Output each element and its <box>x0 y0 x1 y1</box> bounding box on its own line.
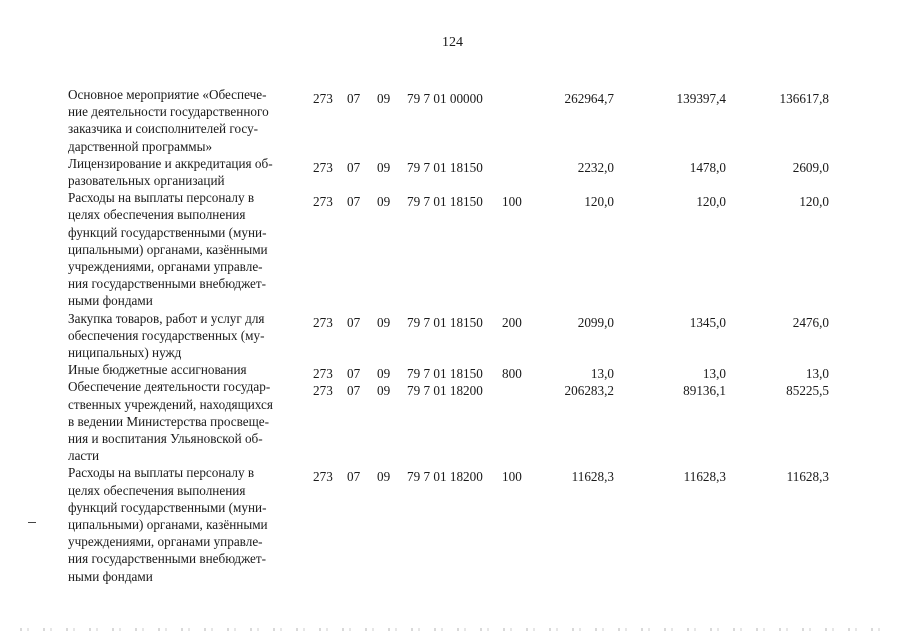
description-line: ципальными) органами, казёнными <box>68 241 268 257</box>
amount-year-1: 11628,3 <box>571 469 614 485</box>
ministry-code: 273 <box>313 383 333 399</box>
description-line: в ведении Министерства просвеще- <box>68 413 269 429</box>
table-row <box>0 86 905 155</box>
subsection-code: 09 <box>377 194 391 210</box>
description-line: ственных учреждений, находящихся <box>68 396 273 412</box>
expense-type-code: 200 <box>502 314 522 330</box>
description-line: ласти <box>68 448 100 464</box>
target-article-code: 79 7 01 18150 <box>407 366 483 382</box>
amount-year-2: 11628,3 <box>683 469 726 485</box>
amount-year-2: 13,0 <box>702 366 726 382</box>
description-line: Основное мероприятие «Обеспече- <box>68 87 267 102</box>
amount-year-1: 2232,0 <box>577 159 614 175</box>
subsection-code: 09 <box>377 383 391 399</box>
description-line: разовательных организаций <box>68 173 225 189</box>
table-row <box>0 464 905 584</box>
amount-year-3: 2476,0 <box>792 314 829 330</box>
description-line: ние деятельности государственного <box>68 104 269 120</box>
description-line: функций государственными (муни- <box>68 499 267 515</box>
amount-year-3: 11628,3 <box>786 469 829 485</box>
description-line: обеспечения государственных (му- <box>68 327 265 343</box>
table-row <box>0 155 905 189</box>
description-line: целях обеспечения выполнения <box>68 207 246 223</box>
description-line: учреждениями, органами управле- <box>68 534 263 550</box>
row-description <box>68 155 302 189</box>
subsection-code: 09 <box>377 366 391 382</box>
description-line: Обеспечение деятельности государ- <box>68 379 271 395</box>
ministry-code: 273 <box>313 314 333 330</box>
amount-year-3: 13,0 <box>805 366 829 382</box>
row-description <box>68 189 302 309</box>
target-article-code: 79 7 01 18200 <box>407 469 483 485</box>
section-code: 07 <box>347 194 361 210</box>
section-code: 07 <box>347 91 361 106</box>
subsection-code: 09 <box>377 159 391 175</box>
table-row <box>0 189 905 309</box>
amount-year-2: 89136,1 <box>683 383 726 399</box>
ministry-code: 273 <box>313 91 333 106</box>
description-line: учреждениями, органами управле- <box>68 259 263 275</box>
description-line: ния государственными внебюджет- <box>68 276 267 292</box>
table-row <box>0 361 905 382</box>
amount-year-1: 120,0 <box>584 194 614 210</box>
ministry-code: 273 <box>313 366 333 382</box>
target-article-code: 79 7 01 00000 <box>407 91 483 106</box>
description-line: Иные бюджетные ассигнования <box>68 362 247 378</box>
section-code: 07 <box>347 366 361 382</box>
amount-year-2: 1345,0 <box>689 314 726 330</box>
amount-year-2: 1478,0 <box>689 159 726 175</box>
section-code: 07 <box>347 469 361 485</box>
row-description <box>68 464 302 584</box>
ministry-code: 273 <box>313 469 333 485</box>
target-article-code: 79 7 01 18150 <box>407 314 483 330</box>
amount-year-1: 262964,7 <box>564 91 614 106</box>
description-line: Закупка товаров, работ и услуг для <box>68 310 265 326</box>
section-code: 07 <box>347 314 361 330</box>
description-line: дарственной программы» <box>68 138 213 154</box>
description-line: ния и воспитания Ульяновской об- <box>68 431 263 447</box>
scan-mark <box>28 522 36 523</box>
budget-table <box>0 86 905 585</box>
row-description <box>68 310 302 362</box>
subsection-code: 09 <box>377 91 391 106</box>
description-line: ными фондами <box>68 568 153 584</box>
page-number: 124 <box>442 35 463 50</box>
amount-year-2: 139397,4 <box>676 91 726 106</box>
subsection-code: 09 <box>377 469 391 485</box>
amount-year-1: 2099,0 <box>577 314 614 330</box>
ministry-code: 273 <box>313 159 333 175</box>
table-row <box>0 310 905 362</box>
description-line: целях обеспечения выполнения <box>68 482 246 498</box>
scan-edge-noise <box>20 628 885 631</box>
row-description <box>68 86 302 155</box>
row-description <box>68 361 302 378</box>
description-line: Лицензирование и аккредитация об- <box>68 155 273 171</box>
expense-type-code: 800 <box>502 366 522 382</box>
amount-year-3: 120,0 <box>799 194 829 210</box>
description-line: Расходы на выплаты персоналу в <box>68 465 255 481</box>
amount-year-1: 13,0 <box>590 366 614 382</box>
table-row <box>0 378 905 464</box>
expense-type-code: 100 <box>502 194 522 210</box>
expense-type-code: 100 <box>502 469 522 485</box>
row-description <box>68 378 302 464</box>
section-code: 07 <box>347 159 361 175</box>
ministry-code: 273 <box>313 194 333 210</box>
target-article-code: 79 7 01 18150 <box>407 194 483 210</box>
description-line: ципальными) органами, казёнными <box>68 517 268 533</box>
description-line: заказчика и соисполнителей госу- <box>68 121 259 137</box>
amount-year-2: 120,0 <box>696 194 726 210</box>
amount-year-1: 206283,2 <box>564 383 614 399</box>
amount-year-3: 2609,0 <box>792 159 829 175</box>
description-line: Расходы на выплаты персоналу в <box>68 190 255 206</box>
subsection-code: 09 <box>377 314 391 330</box>
description-line: функций государственными (муни- <box>68 224 267 240</box>
description-line: ниципальных) нужд <box>68 345 182 361</box>
target-article-code: 79 7 01 18150 <box>407 159 483 175</box>
target-article-code: 79 7 01 18200 <box>407 383 483 399</box>
description-line: ния государственными внебюджет- <box>68 551 267 567</box>
description-line: ными фондами <box>68 293 153 309</box>
amount-year-3: 85225,5 <box>786 383 829 399</box>
section-code: 07 <box>347 383 361 399</box>
amount-year-3: 136617,8 <box>779 91 829 106</box>
